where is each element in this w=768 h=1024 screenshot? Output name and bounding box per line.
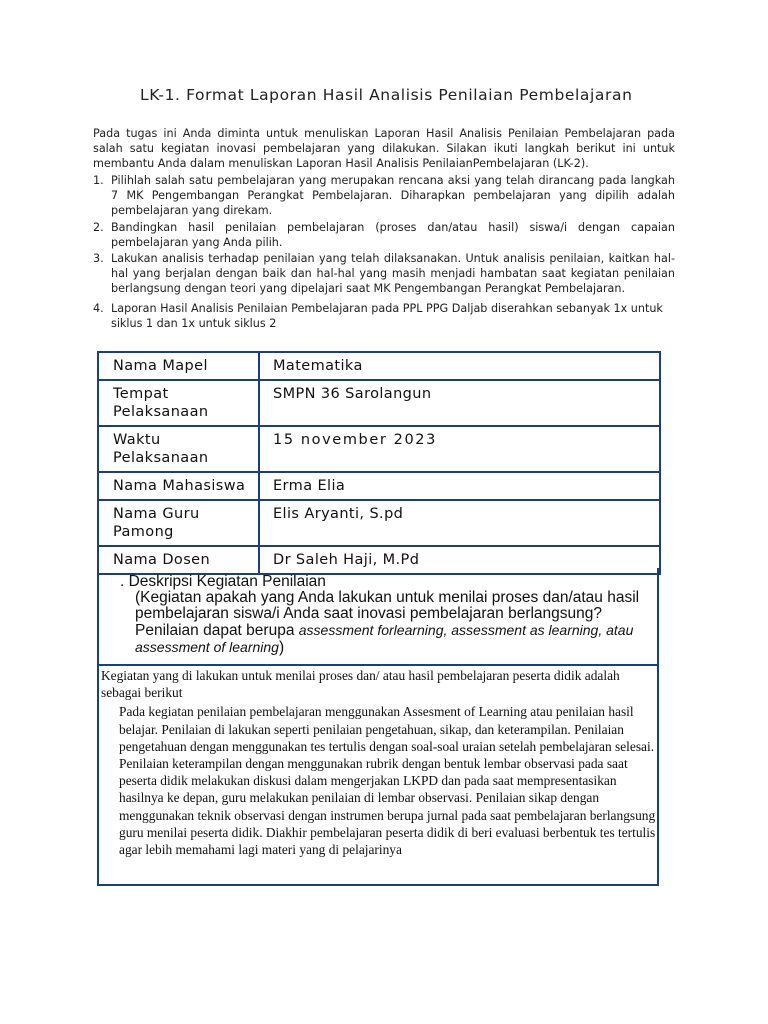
assessment-types: assessment forlearning, assessment as learning, atau assessment of learning: [135, 622, 634, 655]
description-question: (Kegiatan apakah yang Anda lakukan untuk menilai proses dan/atau hasil pembelajaran siswa/i Anda saat inovasi pembelajaran berlangsung? Penilaian dapat berupa: [135, 589, 640, 639]
table-row: [98, 472, 660, 500]
description-close: ): [278, 639, 285, 656]
answer-body: Pada kegiatan penilaian pembelajaran menggunakan Assesment of Learning atau penilaian hasil belajar. Penilaian di lakukan seperti penilaian pengetahuan, sikap, dan keterampilan. Penilaian pengetahuan dengan menggunakan tes tertulis dengan soal-soal uraian setelah pembelajaran selesai. Penilaian keterampilan dengan menggunakan rubrik dengan bentuk lembar observasi pada saat peserta didik melakukan diskusi dalam mengerjakan LKPD dan pada saat mempresentasikan hasilnya ke depan, guru melakukan penilaian di lembar observasi. Penilaian sikap dengan menggunakan teknik observasi dengan instrumen berupa jurnal pada saat pembelajaran berlangsung guru menilai peserta didik. Diakhir pembelajaran peserta didik di beri evaluasi berbentuk tes tertulis agar lebih memahami lagi materi yang di pelajarinya: [119, 704, 656, 858]
field-label: Nama Guru Pamong: [98, 500, 259, 546]
field-value: Erma Elia: [259, 472, 660, 500]
table-row: [98, 500, 660, 546]
instruction-text: Bandingkan hasil penilaian pembelajaran (proses dan/atau hasil) siswa/i dengan capaian pembelajaran yang Anda pilih.: [111, 220, 675, 249]
instruction-text: Pilihlah salah satu pembelajaran yang merupakan rencana aksi yang telah dirancang pada langkah 7 MK Pengembangan Perangkat Pembelajaran. Diharapkan pembelajaran yang dipilih adalah pembelajaran yang direkam.: [111, 174, 675, 218]
instruction-text: Laporan Hasil Analisis Penilaian Pembelajaran pada PPL PPG Daljab diserahkan sebanyak 1x untuk siklus 1 dan 1x untuk siklus 2: [111, 301, 663, 330]
table-row: [98, 380, 660, 426]
instruction-number: 3.: [93, 252, 104, 266]
field-value: SMPN 36 Sarolangun: [259, 380, 660, 426]
page-title: LK-1. Format Laporan Hasil Analisis Penilaian Pembelajaran: [140, 86, 633, 104]
instruction-list: [93, 173, 675, 332]
field-value: Matematika: [259, 352, 660, 380]
field-label: Nama Dosen: [98, 546, 259, 574]
instruction-text: Lakukan analisis terhadap penilaian yang telah dilaksanakan. Untuk analisis penilaian, kaitkan hal-hal yang berjalan dengan baik dan hal-hal yang masih menjadi hambatan saat kegiatan penilaian berlangsung dengan teori yang dipelajari saat MK Pengembangan Perangkat Pembelajaran.: [111, 252, 675, 296]
instruction-item: [93, 251, 675, 297]
description-question-block: [120, 590, 640, 656]
instruction-item: [93, 301, 675, 331]
identity-table: [97, 351, 661, 575]
instruction-item: [93, 173, 675, 219]
field-label: Nama Mapel: [98, 352, 259, 380]
instruction-number: 1.: [93, 174, 104, 187]
instruction-number: 4.: [93, 301, 104, 315]
answer-lead: Kegiatan yang di lakukan untuk menilai proses dan/ atau hasil pembelajaran peserta didik adalah sebagai berikut: [101, 668, 620, 701]
intro-paragraph: Pada tugas ini Anda diminta untuk menuliskan Laporan Hasil Analisis Penilaian Pembelajaran pada salah satu kegiatan inovasi pembelajaran yang dilakukan. Silakan ikuti langkah berikut ini untuk membantu Anda dalam menuliskan Laporan Hasil Analisis PenilaianPembelajaran (LK-2).: [93, 127, 675, 171]
field-label: Nama Mahasiswa: [98, 472, 259, 500]
table-row: [98, 352, 660, 380]
field-value: 15 november 2023: [259, 426, 660, 472]
field-label: Waktu Pelaksanaan: [98, 426, 259, 472]
answer-text: [101, 667, 657, 858]
instruction-item: [93, 220, 675, 250]
field-label: Tempat Pelaksanaan: [98, 380, 259, 426]
description-heading: . Deskripsi Kegiatan Penilaian: [120, 573, 326, 590]
field-value: Dr Saleh Haji, M.Pd: [259, 546, 660, 574]
field-value: Elis Aryanti, S.pd: [259, 500, 660, 546]
table-row: [98, 426, 660, 472]
instruction-number: 2.: [93, 220, 104, 234]
description-heading-block: [120, 574, 640, 656]
